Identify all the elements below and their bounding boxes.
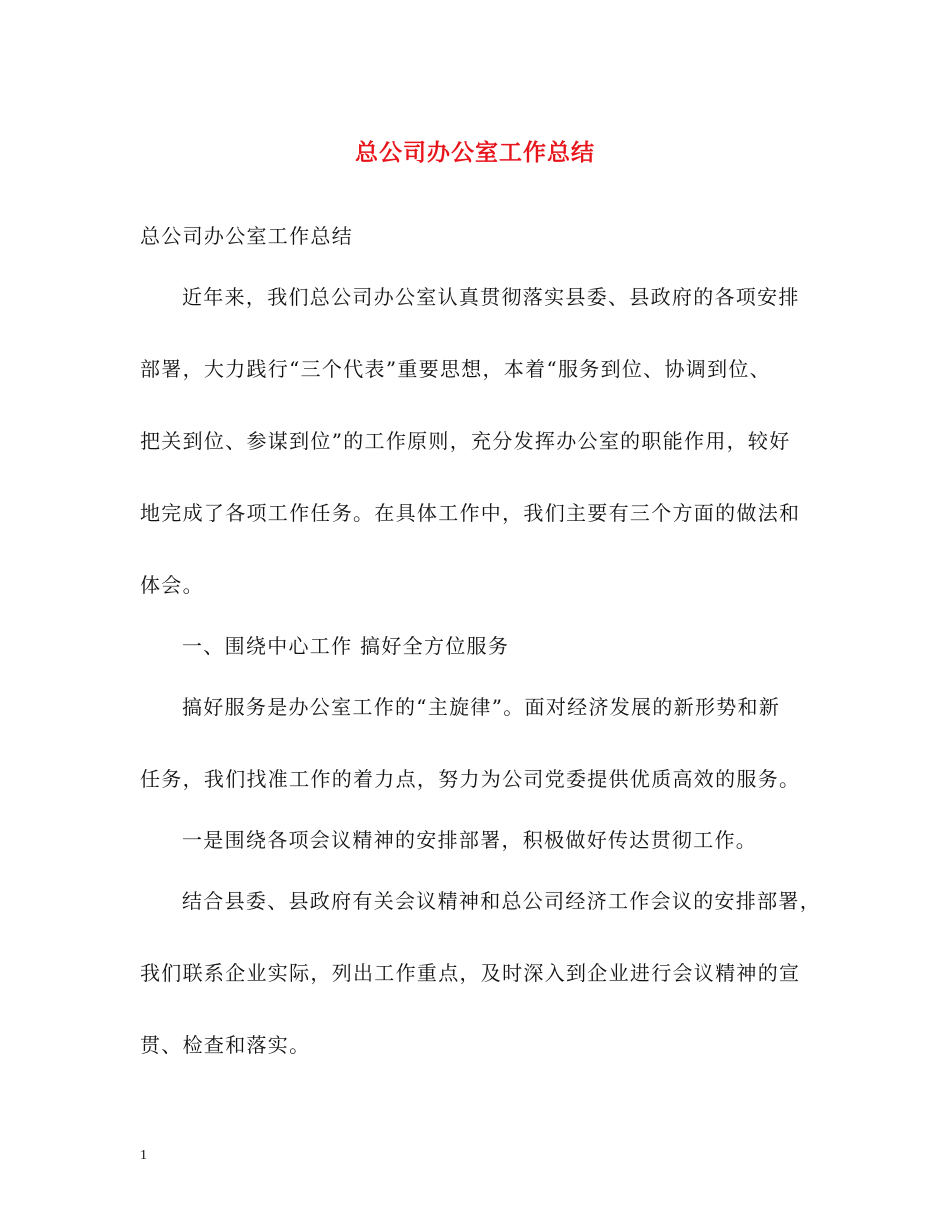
paragraph-line: 我们联系企业实际，列出工作重点，及时深入到企业进行会议精神的宣 <box>140 961 801 985</box>
paragraph-line: 体会。 <box>140 573 204 597</box>
paragraph-line: 结合县委、县政府有关会议精神和总公司经济工作会议的安排部署， <box>182 889 821 913</box>
paragraph-line: 地完成了各项工作任务。在具体工作中，我们主要有三个方面的做法和 <box>140 501 801 525</box>
paragraph-line: 一是围绕各项会议精神的安排部署，积极做好传达贯彻工作。 <box>182 828 758 852</box>
document-title: 总公司办公室工作总结 <box>355 140 595 166</box>
paragraph-line: 近年来，我们总公司办公室认真贯彻落实县委、县政府的各项安排 <box>182 285 800 309</box>
paragraph-line: 任务，我们找准工作的着力点，努力为公司党委提供优质高效的服务。 <box>140 767 801 791</box>
section-heading: 一、围绕中心工作 搞好全方位服务 <box>182 634 510 658</box>
page-number: 1 <box>140 1148 147 1163</box>
paragraph-line: 部署，大力践行“三个代表”重要思想，本着“服务到位、协调到位、 <box>140 357 771 381</box>
paragraph-line: 搞好服务是办公室工作的“主旋律”。面对经济发展的新形势和新 <box>182 695 781 719</box>
document-subtitle: 总公司办公室工作总结 <box>140 224 353 248</box>
paragraph-line: 贯、检查和落实。 <box>140 1033 311 1057</box>
paragraph-line: 把关到位、参谋到位”的工作原则，充分发挥办公室的职能作用，较好 <box>140 429 791 453</box>
